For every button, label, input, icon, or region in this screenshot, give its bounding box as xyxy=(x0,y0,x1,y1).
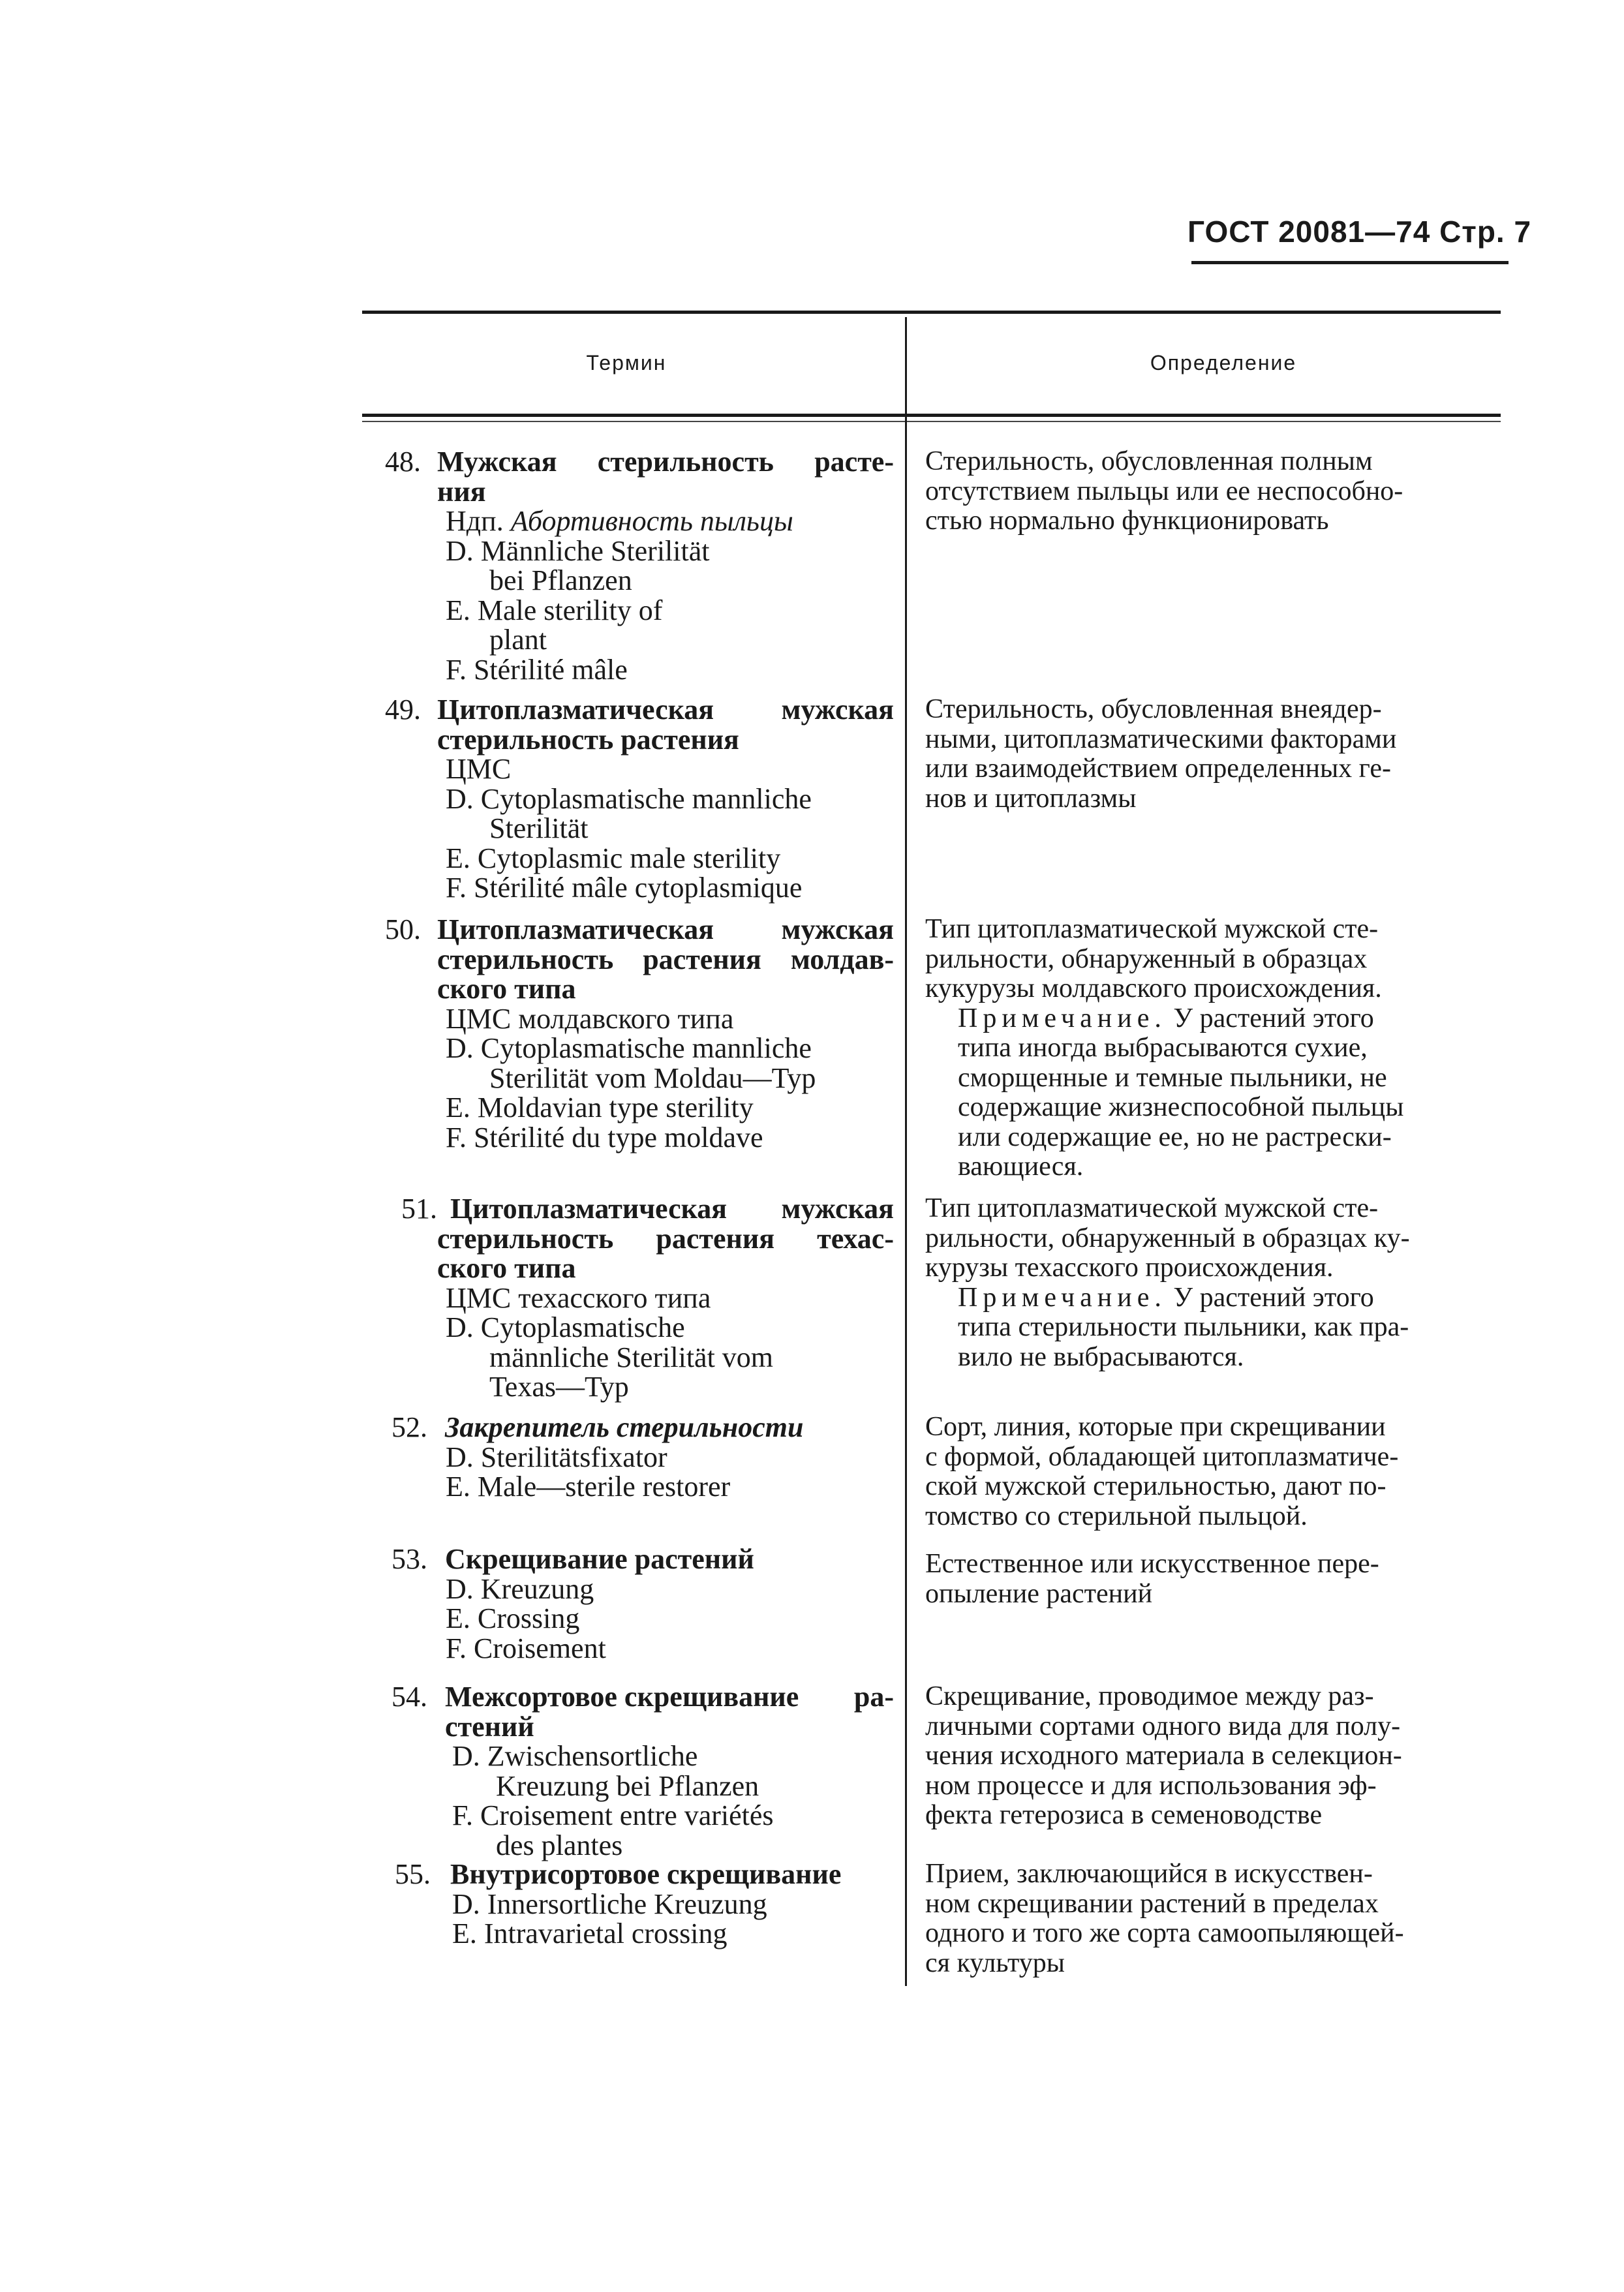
definition-line: Стерильность, обусловленная полным xyxy=(925,446,1373,476)
note-text: У растений этого xyxy=(1173,1003,1374,1033)
table-top-rule xyxy=(362,311,1501,314)
term-english: E. Intravarietal crossing xyxy=(452,1918,728,1949)
note-line: типа иногда выбрасываются сухие, xyxy=(958,1033,1368,1063)
definition-line: или взаимодействием определенных ге- xyxy=(925,754,1391,784)
term-english: E. Moldavian type sterility xyxy=(446,1092,754,1123)
term-entry-55 xyxy=(395,1859,894,1949)
definition-line: ном скрещивании растений в пределах xyxy=(925,1888,1379,1919)
term-german: D. Zwischensortliche xyxy=(452,1740,698,1772)
term-title-continuation: ского типа xyxy=(437,1252,576,1284)
table-header-rule-thin xyxy=(362,421,1501,422)
definition-50 xyxy=(925,915,1509,1182)
term-french: F. Croisement entre variétés xyxy=(452,1799,774,1831)
term-german: D. Kreuzung xyxy=(446,1572,594,1605)
definition-line: томство со стерильной пыльцой. xyxy=(925,1501,1308,1531)
term-title-word: Цитоплазматическая xyxy=(450,1193,728,1225)
definition-49 xyxy=(925,695,1509,814)
term-french: F. Croisement xyxy=(446,1632,606,1664)
definition-line: курузы техасского происхождения. xyxy=(925,1253,1334,1283)
term-line xyxy=(391,1682,894,1712)
definition-54 xyxy=(925,1682,1509,1831)
term-french-cont: des plantes xyxy=(496,1829,623,1861)
definition-line: Естественное или искусственное пере- xyxy=(925,1549,1379,1579)
definition-line: ном процессе и для использования эф- xyxy=(925,1770,1377,1801)
term-german: D. Sterilitätsfixator xyxy=(446,1441,667,1473)
definition-line: Тип цитоплазматической мужской сте- xyxy=(925,1193,1379,1223)
definition-line: Скрещивание, проводимое между раз- xyxy=(925,1681,1374,1711)
term-title-word: мужская xyxy=(781,913,894,945)
definition-line: Тип цитоплазматической мужской сте- xyxy=(925,914,1379,944)
definition-line: кукурузы молдавского происхождения. xyxy=(925,973,1382,1003)
term-english: E. Male—sterile restorer xyxy=(446,1471,731,1503)
term-entry-52 xyxy=(391,1413,894,1502)
definition-line: чения исходного материала в селекцион- xyxy=(925,1741,1402,1771)
term-german-cont: Kreuzung bei Pflanzen xyxy=(496,1769,759,1802)
term-title-word: Межсортовое скрещивание xyxy=(445,1681,799,1713)
term-english: E. Cytoplasmic male sterility xyxy=(446,842,781,874)
term-title-continuation: стерильность растения xyxy=(437,723,739,756)
definition-48 xyxy=(925,447,1509,536)
definition-line: рильности, обнаруженный в образцах xyxy=(925,943,1368,974)
note-line: или содержащие ее, но не растрески- xyxy=(958,1122,1392,1152)
term-title-word: ра- xyxy=(853,1681,894,1713)
term-line xyxy=(395,1859,894,1889)
definition-line: Сорт, линия, которые при скрещивании xyxy=(925,1412,1386,1442)
term-title-word: растения xyxy=(656,1222,774,1255)
term-line xyxy=(385,447,894,477)
term-title-word: молдав- xyxy=(790,943,894,975)
term-title-word: мужская xyxy=(781,1193,894,1225)
term-title-word: стерильность xyxy=(437,943,614,975)
note-line: типа стерильности пыльники, как пра- xyxy=(958,1312,1409,1342)
deprecated-label: Ндп. xyxy=(446,505,511,537)
note-line: сморщенные и темные пыльники, не xyxy=(958,1062,1387,1093)
term-title-word: расте- xyxy=(814,446,894,478)
term-title-word: техас- xyxy=(817,1222,894,1255)
term-entry-50 xyxy=(385,915,894,1152)
term-title-continuation: ского типа xyxy=(437,973,576,1005)
term-number: 50. xyxy=(385,913,421,945)
term-german: D. Cytoplasmatische xyxy=(446,1311,685,1343)
term-french: F. Stérilité mâle xyxy=(446,653,628,686)
definition-line: личными сортами одного вида для полу- xyxy=(925,1711,1401,1741)
definition-line: с формой, обладающей цитоплазматиче- xyxy=(925,1441,1399,1472)
term-number: 49. xyxy=(385,694,421,726)
term-german: D. Cytoplasmatische mannliche xyxy=(446,782,812,815)
term-title-word: Мужская xyxy=(437,446,557,478)
note-line xyxy=(925,1004,1509,1034)
term-line xyxy=(385,915,894,945)
term-line xyxy=(391,1413,894,1443)
definition-55 xyxy=(925,1859,1509,1978)
note-label: Примечание. xyxy=(958,1282,1167,1313)
definition-53 xyxy=(925,1550,1509,1609)
definition-line: ными, цитоплазматическими факторами xyxy=(925,724,1397,754)
header-underline xyxy=(1191,261,1509,264)
definition-line: нов и цитоплазмы xyxy=(925,783,1137,814)
term-title-word: мужская xyxy=(781,694,894,726)
term-entry-53 xyxy=(391,1544,894,1663)
term-line xyxy=(385,695,894,725)
term-german-cont: Sterilität xyxy=(489,812,589,844)
term-french: F. Stérilité du type moldave xyxy=(446,1121,763,1154)
term-title-word: стерильность xyxy=(437,1222,614,1255)
term-title-word: стерильность xyxy=(597,446,774,478)
term-german: D. Männliche Sterilität xyxy=(446,534,710,567)
term-title-continuation: ния xyxy=(437,475,486,508)
term-number: 52. xyxy=(391,1411,427,1443)
definition-line: ской мужской стерильностью, дают по- xyxy=(925,1471,1387,1501)
term-german-cont: männliche Sterilität vom xyxy=(489,1341,774,1373)
term-french: F. Stérilité mâle cytoplasmique xyxy=(446,872,803,904)
term-title-word: Цитоплазматическая xyxy=(437,694,714,726)
deprecated-term: Абортивность пыльцы xyxy=(510,505,793,537)
column-header-terms: Термин xyxy=(586,351,667,374)
definition-line: Прием, заключающийся в искусствен- xyxy=(925,1859,1373,1889)
term-line xyxy=(385,945,894,975)
note-line: вило не выбрасываются. xyxy=(958,1341,1244,1372)
definition-line: одного и того же сорта самоопыляющей- xyxy=(925,1918,1404,1948)
term-title: Скрещивание растений xyxy=(445,1543,754,1575)
term-entry-48 xyxy=(385,447,894,684)
definition-line: ся культуры xyxy=(925,1948,1065,1978)
term-german-cont: bei Pflanzen xyxy=(489,564,632,596)
definition-51 xyxy=(925,1194,1509,1372)
term-entry-54 xyxy=(391,1682,894,1860)
table-header-rule xyxy=(362,414,1501,417)
note-line: вающиеся. xyxy=(958,1152,1084,1182)
term-number: 51. xyxy=(401,1193,437,1225)
term-line xyxy=(391,1544,894,1574)
term-number: 55. xyxy=(395,1858,431,1890)
definition-line: отсутствием пыльцы или ее неспособно- xyxy=(925,476,1403,506)
definition-line: стью нормально функционировать xyxy=(925,506,1329,536)
term-abbreviation: ЦМС техасского типа xyxy=(446,1281,711,1314)
term-number: 48. xyxy=(385,446,421,478)
note-line xyxy=(925,1283,1509,1313)
note-text: У растений этого xyxy=(1173,1282,1374,1313)
term-title: Закрепитель стерильности xyxy=(445,1411,804,1443)
note-line: содержащие жизнеспособной пыльцы xyxy=(958,1092,1404,1122)
definition-line: фекта гетерозиса в семеноводстве xyxy=(925,1800,1323,1830)
term-deprecated xyxy=(385,506,894,536)
term-english: E. Male sterility of xyxy=(446,594,663,626)
term-english: E. Crossing xyxy=(446,1602,580,1634)
page-header-title: ГОСТ 20081—74 Стр. 7 xyxy=(1187,215,1532,249)
term-abbreviation: ЦМС xyxy=(446,753,512,785)
term-entry-49 xyxy=(385,695,894,903)
definition-line: Стерильность, обусловленная внеядер- xyxy=(925,694,1382,724)
term-number: 53. xyxy=(391,1543,427,1575)
term-entry-51 xyxy=(401,1194,894,1402)
term-german: D. Cytoplasmatische mannliche xyxy=(446,1032,812,1064)
column-header-definitions: Определение xyxy=(1150,351,1297,374)
definition-line: опыление растений xyxy=(925,1578,1153,1609)
term-title-word: растения xyxy=(643,943,761,975)
note-label: Примечание. xyxy=(958,1003,1167,1033)
term-line xyxy=(401,1194,894,1224)
term-number: 54. xyxy=(391,1681,427,1713)
definition-line: рильности, обнаруженный в образцах ку- xyxy=(925,1223,1410,1253)
term-abbreviation: ЦМС молдавского типа xyxy=(446,1002,734,1035)
term-title: Внутрисортовое скрещивание xyxy=(450,1858,842,1890)
term-title-word: Цитоплазматическая xyxy=(437,913,714,945)
term-german-cont: Sterilität vom Moldau—Typ xyxy=(489,1062,816,1094)
definition-52 xyxy=(925,1413,1509,1531)
term-english-cont: plant xyxy=(489,624,547,656)
term-line xyxy=(401,1224,894,1254)
column-divider xyxy=(905,317,907,1986)
term-german-cont: Texas—Typ xyxy=(489,1371,629,1403)
term-german: D. Innersortliche Kreuzung xyxy=(452,1887,767,1920)
term-title-continuation: стений xyxy=(445,1710,534,1743)
